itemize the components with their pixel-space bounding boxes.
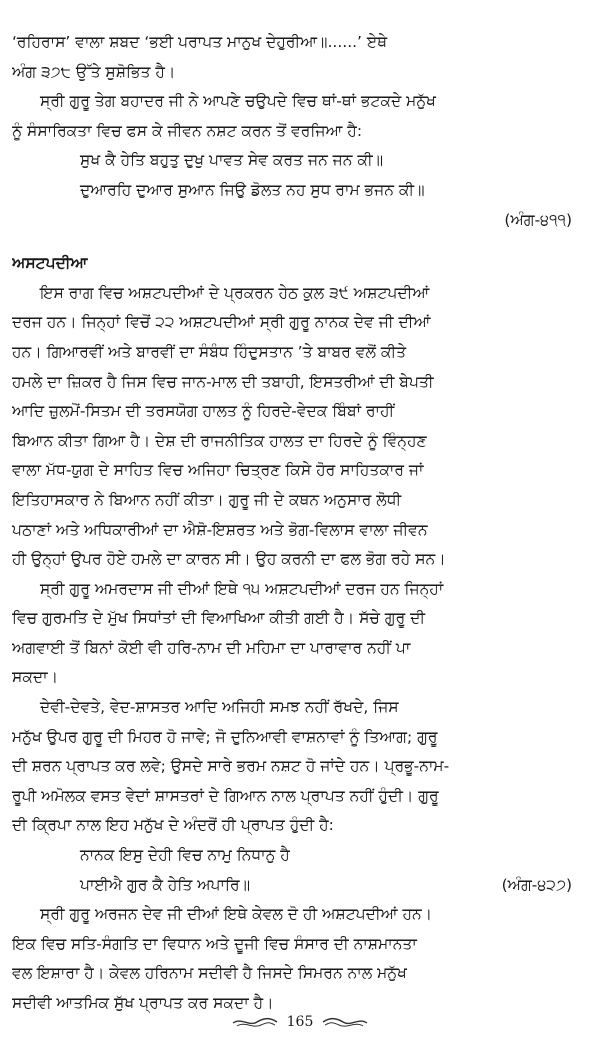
reference-ang-427: (ਅੰਗ-੪੨੭) [501,875,572,894]
reference-ang-411: (ਅੰਗ-੪੧੧) [504,210,572,229]
text-line: ‘ਰਹਿਰਾਸ’ ਵਾਲਾ ਸ਼ਬਦ ‘ਭਈ ਪਰਾਪਤ ਮਾਨੁਖ ਦੇਹੁਰੀਆ॥......’ ਏਥੇ [12,33,388,51]
text-line: ਬਿਆਨ ਕੀਤਾ ਗਿਆ ਹੈ। ਦੇਸ਼ ਦੀ ਰਾਜਨੀਤਿਕ ਹਾਲਤ ਦਾ ਹਿਰਦੇ ਨੂੰ ਵਿੰਨ੍ਹਣ [12,431,427,450]
page-number: 165 [286,1014,314,1030]
text-line: ਵਿਚ ਗੁਰਮਤਿ ਦੇ ਮੁੱਖ ਸਿਧਾਂਤਾਂ ਦੀ ਵਿਆਖਿਆ ਕੀਤੀ ਗਈ ਹੈ। ਸੱਚੇ ਗੁਰੂ ਦੀ [12,609,426,628]
verse-line: ਨਾਨਕ ਇਸੁ ਦੇਹੀ ਵਿਚ ਨਾਮੁ ਨਿਧਾਨੁ ਹੈ [80,846,290,865]
text-line: ਸ੍ਰੀ ਗੁਰੂ ਅਰਜਨ ਦੇਵ ਜੀ ਦੀਆਂ ਇਥੇ ਕੇਵਲ ਦੋ ਹੀ ਅਸ਼ਟਪਦੀਆਂ ਹਨ। [40,905,433,924]
text-line: ਇਸ ਰਾਗ ਵਿਚ ਅਸ਼ਟਪਦੀਆਂ ਦੇ ਪ੍ਰਕਰਨ ਹੇਠ ਕੁਲ ੩੯ ਅਸ਼ਟਪਦੀਆਂ [40,283,430,302]
text-line: ਵਾਲਾ ਮੱਧ-ਯੁਗ ਦੇ ਸਾਹਿਤ ਵਿਚ ਅਜਿਹਾ ਚਿਤ੍ਰਣ ਕਿਸੇ ਹੋਰ ਸਾਹਿਤਕਾਰ ਜਾਂ [12,461,424,480]
text-line: ਇਤਿਹਾਸਕਾਰ ਨੇ ਬਿਆਨ ਨਹੀਂ ਕੀਤਾ। ਗੁਰੂ ਜੀ ਦੇ ਕਥਨ ਅਨੁਸਾਰ ਲੋਧੀ [12,490,402,509]
text-line: ਦੀ ਸ਼ਰਨ ਪ੍ਰਾਪਤ ਕਰ ਲਵੇ; ਉਸਦੇ ਸਾਰੇ ਭਰਮ ਨਸ਼ਟ ਹੋ ਜਾਂਦੇ ਹਨ। ਪ੍ਰਭੂ-ਨਾਮ- [12,757,450,776]
text-line: ਇਕ ਵਿਚ ਸਤਿ-ਸੰਗਤਿ ਦਾ ਵਿਧਾਨ ਅਤੇ ਦੂਜੀ ਵਿਚ ਸੰਸਾਰ ਦੀ ਨਾਸ਼ਮਾਨਤਾ [12,934,417,953]
left-ornament-icon [231,1014,279,1030]
text-line: ਅਗਵਾਈ ਤੋਂ ਬਿਨਾਂ ਕੋਈ ਵੀ ਹਰਿ-ਨਾਮ ਦੀ ਮਹਿਮਾ ਦਾ ਪਾਰਾਵਾਰ ਨਹੀਂ ਪਾ [12,638,411,657]
text-line: ਦਰਜ ਹਨ। ਜਿਨ੍ਹਾਂ ਵਿਚੋਂ ੨੨ ਅਸ਼ਟਪਦੀਆਂ ਸ੍ਰੀ ਗੁਰੂ ਨਾਨਕ ਦੇਵ ਜੀ ਦੀਆਂ [12,313,431,332]
text-line: ਹਨ। ਗਿਆਰਵੀਂ ਅਤੇ ਬਾਰਵੀਂ ਦਾ ਸੰਬੰਧ ਹਿੰਦੁਸਤਾਨ ’ਤੇ ਬਾਬਰ ਵਲੋਂ ਕੀਤੇ [12,342,407,361]
verse-text: ਪਾਈਐ ਗੁਰ ਕੈ ਹੇਤਿ ਅਪਾਰਿ॥ [80,875,251,894]
verse-line: ਸੁਖ ਕੈ ਹੇਤਿ ਬਹੁਤੁ ਦੁਖੁ ਪਾਵਤ ਸੇਵ ਕਰਤ ਜਨ ਜਨ ਕੀ॥ [80,151,384,170]
page-footer [0,1014,600,1030]
section-heading: ਅਸਟਪਦੀਆ [12,254,88,273]
text-line: ਸਦੀਵੀ ਆਤਮਿਕ ਸੁੱਖ ਪ੍ਰਾਪਤ ਕਰ ਸਕਦਾ ਹੈ। [12,994,274,1012]
text-line: ਨੂੰ ਸੰਸਾਰਿਕਤਾ ਵਿਚ ਫਸ ਕੇ ਜੀਵਨ ਨਸ਼ਟ ਕਰਨ ਤੋਂ ਵਰਜਿਆ ਹੈ: [12,121,363,140]
text-line: ਮਨੁੱਖ ਉਪਰ ਗੁਰੂ ਦੀ ਮਿਹਰ ਹੋ ਜਾਵੇ; ਜੋ ਦੁਨਿਆਵੀ ਵਾਸ਼ਨਾਵਾਂ ਨੂੰ ਤਿਆਗ; ਗੁਰੂ [12,727,438,746]
text-line: ਹਮਲੇ ਦਾ ਜ਼ਿਕਰ ਹੈ ਜਿਸ ਵਿਚ ਜਾਨ-ਮਾਲ ਦੀ ਤਬਾਹੀ, ਇਸਤਰੀਆਂ ਦੀ ਬੇਪਤੀ [12,372,434,391]
text-line: ਰੂਪੀ ਅਮੋਲਕ ਵਸਤ ਵੇਦਾਂ ਸ਼ਾਸਤਰਾਂ ਦੇ ਗਿਆਨ ਨਾਲ ਪ੍ਰਾਪਤ ਨਹੀਂ ਹੁੰਦੀ। ਗੁਰੂ [12,786,439,805]
text-line: ਦੇਵੀ-ਦੇਵਤੇ, ਵੇਦ-ਸ਼ਾਸਤਰ ਆਦਿ ਅਜਿਹੀ ਸਮਝ ਨਹੀਂ ਰੱਖਦੇ, ਜਿਸ [40,698,399,717]
verse-line: ਦੁਆਰਹਿ ਦੁਆਰ ਸੁਆਨ ਜਿਉ ਡੋਲਤ ਨਹ ਸੁਧ ਰਾਮ ਭਜਨ ਕੀ॥ [80,180,425,199]
text-line: ਦੀ ਕ੍ਰਿਪਾ ਨਾਲ ਇਹ ਮਨੁੱਖ ਦੇ ਅੰਦਰੋਂ ਹੀ ਪ੍ਰਾਪਤ ਹੁੰਦੀ ਹੈ: [12,816,334,835]
verse-line-with-reference [12,871,578,901]
text-line: ਆਦਿ ਜ਼ੁਲਮੋਂ-ਸਿਤਮ ਦੀ ਤਰਸਯੋਗ ਹਾਲਤ ਨੂੰ ਹਿਰਦੇ-ਵੇਦਕ ਬਿੰਬਾਂ ਰਾਹੀਂ [12,402,395,421]
text-line: ਸਕਦਾ। [12,668,59,687]
text-line: ਵਲ ਇਸ਼ਾਰਾ ਹੈ। ਕੇਵਲ ਹਰਿਨਾਮ ਸਦੀਵੀ ਹੈ ਜਿਸਦੇ ਸਿਮਰਨ ਨਾਲ ਮਨੁੱਖ [12,964,407,983]
right-ornament-icon [321,1014,369,1030]
text-line: ਪਠਾਣਾਂ ਅਤੇ ਅਧਿਕਾਰੀਆਂ ਦਾ ਐਸ਼ੋ-ਇਸ਼ਰਤ ਅਤੇ ਭੋਗ-ਵਿਲਾਸ ਵਾਲਾ ਜੀਵਨ [12,520,428,539]
text-line: ਹੀ ਉਨ੍ਹਾਂ ਉਪਰ ਹੋਏ ਹਮਲੇ ਦਾ ਕਾਰਨ ਸੀ। ਉਹ ਕਰਨੀ ਦਾ ਫਲ ਭੋਗ ਰਹੇ ਸਨ। [12,550,446,569]
text-line: ਅੰਗ ੩੭੮ ਉੱਤੇ ਸੁਸ਼ੋਭਿਤ ਹੈ। [12,62,176,81]
text-line: ਸ੍ਰੀ ਗੁਰੂ ਤੇਗ ਬਹਾਦਰ ਜੀ ਨੇ ਆਪਣੇ ਚਉਪਦੇ ਵਿਚ ਥਾਂ-ਥਾਂ ਭਟਕਦੇ ਮਨੁੱਖ [40,92,436,111]
text-line: ਸ੍ਰੀ ਗੁਰੂ ਅਮਰਦਾਸ ਜੀ ਦੀਆਂ ਇਥੇ ੧੫ ਅਸ਼ਟਪਦੀਆਂ ਦਰਜ ਹਨ ਜਿਨ੍ਹਾਂ [40,579,444,598]
